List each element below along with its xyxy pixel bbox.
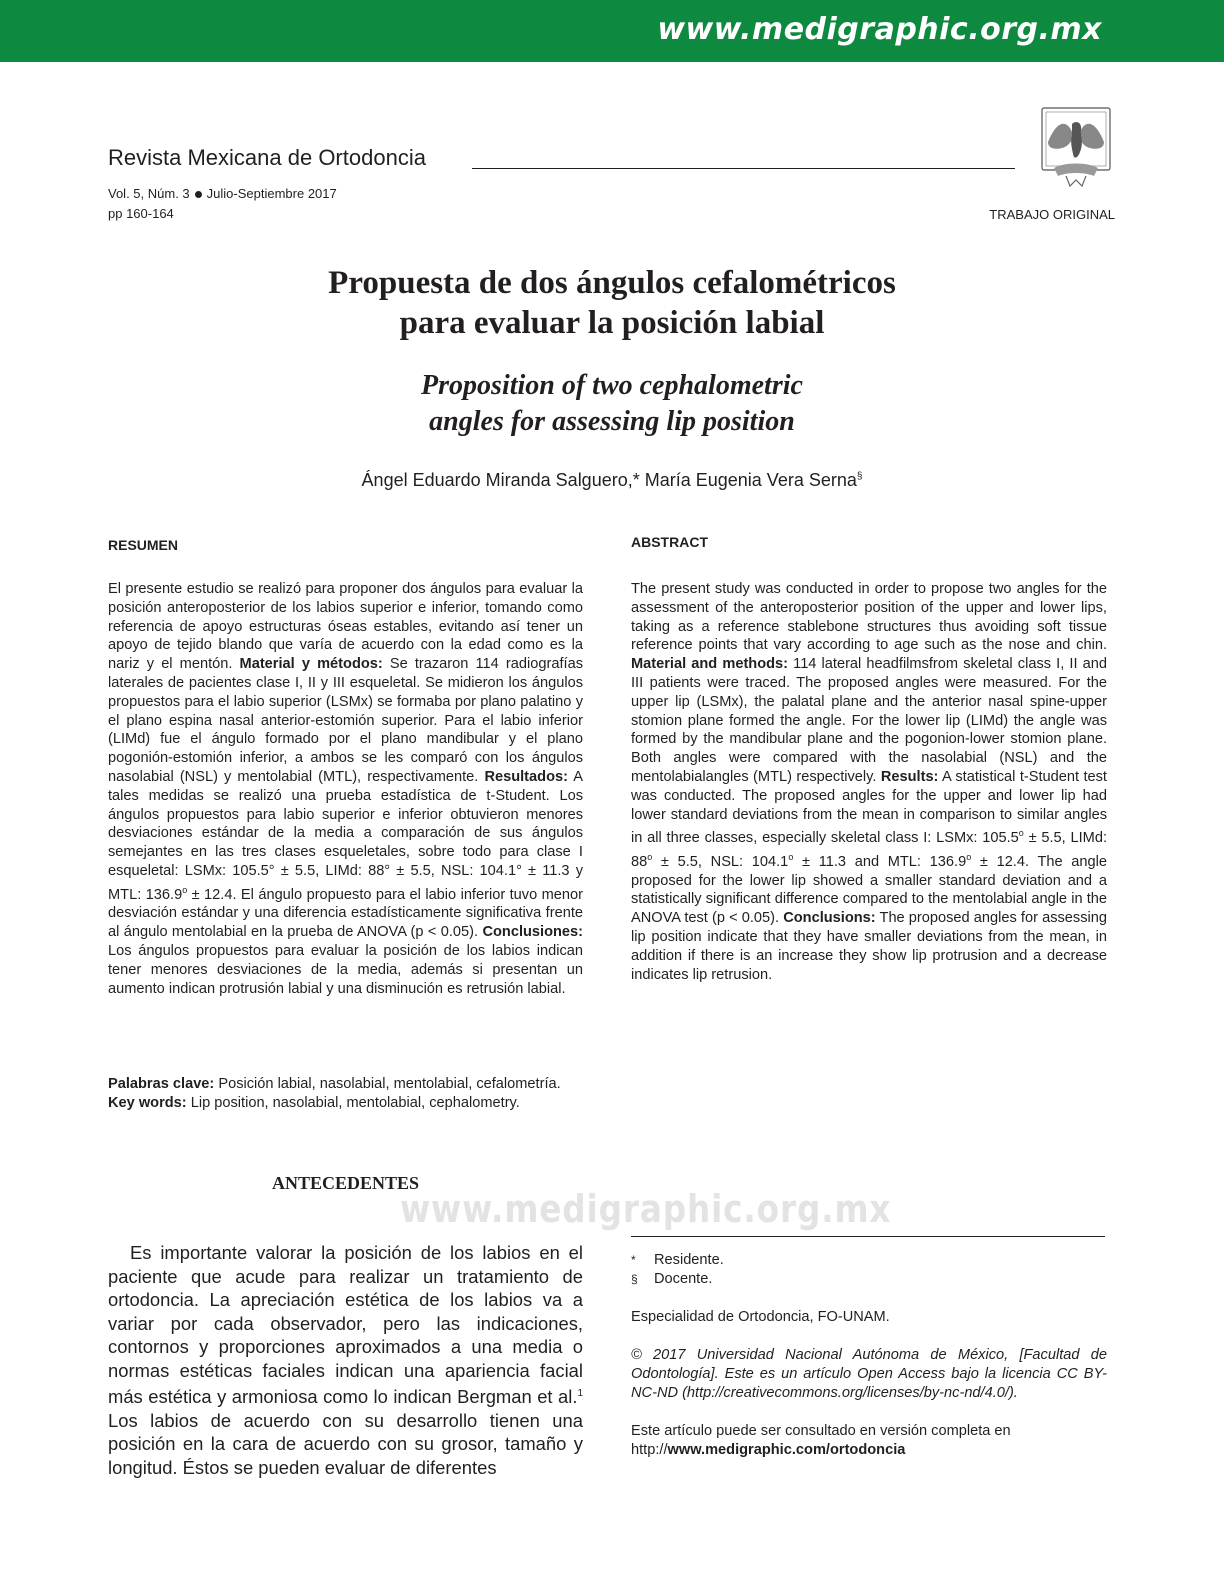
keywords-es-label: Palabras clave: bbox=[108, 1076, 215, 1092]
copyright-notice: © 2017 Universidad Nacional Autónoma de México, [Facultad de Odontología]. Este es un artículo Open Access bajo la licencia CC BY-NC-ND (http://creativecommons.org/licenses/by-nc-nd/4.0/). bbox=[631, 1347, 1107, 1401]
bullet-icon bbox=[195, 191, 202, 198]
antecedentes-text-2: Los labios de acuerdo con su desarrollo tienen una posición en la cara de acuerdo con su grosor, tamaño y longitud. Éstos se pueden evaluar de diferentes bbox=[108, 1409, 583, 1478]
unam-seal-logo bbox=[1036, 102, 1116, 190]
consult-link[interactable] bbox=[631, 1441, 1107, 1460]
footnote-rule bbox=[631, 1236, 1105, 1237]
footnote-text-1: Residente. bbox=[654, 1252, 724, 1268]
volume-line bbox=[108, 186, 337, 201]
resumen-results-label: Resultados: bbox=[484, 768, 568, 785]
author-mark: § bbox=[856, 471, 863, 482]
keywords-block bbox=[108, 1075, 561, 1113]
page-range: pp 160-164 bbox=[108, 206, 174, 221]
abstract-degree-4: o bbox=[966, 852, 972, 863]
abstract-text-4: The proposed angles for assessing lip position indicate that they have smaller deviations from the mean, in addition if there is an increase they show lip protrusion and a decrease indicates lip retrusion. bbox=[631, 910, 1107, 983]
authors-text: Ángel Eduardo Miranda Salguero,* María Eugenia Vera Serna bbox=[361, 470, 857, 490]
period: Julio-Septiembre 2017 bbox=[206, 186, 337, 201]
top-banner bbox=[0, 0, 1224, 62]
abstract-degree-2: o bbox=[647, 852, 653, 863]
consult-url-prefix: http:// bbox=[631, 1441, 668, 1458]
keywords-spanish bbox=[108, 1075, 561, 1094]
affiliation: Especialidad de Ortodoncia, FO-UNAM. bbox=[631, 1309, 890, 1325]
footnote-residente bbox=[631, 1252, 724, 1268]
keywords-en-text: Lip position, nasolabial, mentolabial, cephalometry. bbox=[186, 1094, 520, 1111]
site-url-link[interactable]: www.medigraphic.org.mx bbox=[657, 12, 1102, 47]
watermark: www.medigraphic.org.mx bbox=[400, 1187, 892, 1231]
abstract-text-3: A statistical t-Student test was conducted. The proposed angles for the upper and lower lip had lower standard deviations from the mean in comparison to similar angles in all three classes, especially skeletal class I: LSMx: 105.5 bbox=[631, 768, 1107, 847]
english-title-line2: angles for assessing lip position bbox=[429, 406, 795, 437]
resumen-text-2: Se trazaron 114 radiografías laterales de pacientes clase I, II y III esqueletal. Se midieron los ángulos propuestos para el labio superior (LSMx) se formaba por plano palatino y el plano espina nasal anterior-estomión superior. Para el labio inferior (LIMd) fue el ángulo formado por el plano mandibular y el plano pogonión-estomión inferior, a ambos se les comparó con los ángulos nasolabial (NSL) y mentolabial (MTL), respectivamente. bbox=[108, 656, 583, 785]
spanish-title-line2: para evaluar la posición labial bbox=[399, 305, 825, 341]
abstract-material-label: Material and methods: bbox=[631, 656, 789, 673]
antecedentes-heading: ANTECEDENTES bbox=[271, 1173, 420, 1193]
volume-issue: Vol. 5, Núm. 3 bbox=[108, 186, 190, 201]
footnote-text-2: Docente. bbox=[654, 1271, 713, 1287]
english-title bbox=[112, 368, 1112, 440]
abstract-heading: ABSTRACT bbox=[631, 534, 708, 550]
abstract-text-1: The present study was conducted in order to propose two angles for the assessment of the anteroposterior position of the upper and lower lips, taking as a reference stablebone structures thus avoiding soft tissue reference points that vary according to age such as the nose and chin. bbox=[631, 581, 1107, 654]
resumen-text-1: El presente estudio se realizó para proponer dos ángulos para evaluar la posición anteroposterior de los labios superior e inferior, tomando como referencia de apoyo estructuras óseas estables, evitando así tener un apoyo de tejido blando que varía de acuerdo con la edad como es la nariz y el mentón. bbox=[108, 581, 583, 673]
footnote-mark-2: § bbox=[631, 1272, 638, 1286]
abstract-text-3d: ± 11.3 and MTL: 136.9 bbox=[793, 853, 967, 870]
resumen-text-3b: ± 12.4. El ángulo propuesto para el labio inferior tuvo menor desviación estándar y una diferencia estadísticamente significativa frente al ángulo mentolabial en la prueba de ANOVA (p < 0.05). bbox=[108, 886, 583, 941]
consult-notice bbox=[631, 1422, 1107, 1460]
resumen-material-label: Material y métodos: bbox=[239, 656, 383, 673]
abstract-degree-1: o bbox=[1018, 828, 1024, 839]
spanish-title-line1: Propuesta de dos ángulos cefalométricos bbox=[328, 265, 896, 301]
abstract-text-2: 114 lateral headfilmsfrom skeletal class I, II and III patients were traced. The proposed angles were measured. For the upper lip (LSMx), the palatal plane and the anterior nasal spine-upper stomion plane formed the angle. For the lower lip (LIMd) the angle was formed by the mandibular plane and the pogonion-lower stomion plane. Both angles were compared with the nasolabial (NSL) and the mentolabialangles (MTL) respectively. bbox=[631, 656, 1107, 785]
resumen-heading: RESUMEN bbox=[108, 537, 179, 553]
resumen-conclusions-label: Conclusiones: bbox=[482, 924, 583, 941]
spanish-title bbox=[112, 263, 1112, 343]
abstract-degree-3: o bbox=[788, 852, 794, 863]
english-title-line1: Proposition of two cephalometric bbox=[421, 370, 803, 401]
abstract-body bbox=[631, 580, 1107, 984]
article-type: TRABAJO ORIGINAL bbox=[989, 207, 1115, 222]
antecedentes-body bbox=[108, 1241, 583, 1479]
reference-marker: 1 bbox=[577, 1388, 583, 1399]
abstract-conclusions-label: Conclusions: bbox=[783, 910, 876, 927]
journal-rule bbox=[472, 168, 1015, 169]
resumen-text-3: A tales medidas se realizó una prueba estadística de t-Student. Los ángulos propuestos para labio superior e inferior obtuvieron menores desviaciones estándar de la media a comparación de sus ángulos semejantes en las tres clases esqueletales, sobre todo para clase I esqueletal: LSMx: 105.5° ± 5.5, LIMd: 88° ± 5.5, NSL: 104.1° ± 11.3 y MTL: 136.9 bbox=[108, 768, 583, 903]
resumen-degree: o bbox=[182, 884, 188, 895]
keywords-es-text: Posición labial, nasolabial, mentolabial, cefalometría. bbox=[214, 1076, 561, 1092]
abstract-results-label: Results: bbox=[880, 768, 939, 785]
abstract-text-3e: ± 12.4. The angle proposed for the lower lip showed a smaller standard deviation and a statistically significant difference compared to the mentolabial angle in the ANOVA test (p < 0.05). bbox=[631, 853, 1107, 927]
consult-url[interactable]: www.medigraphic.com/ortodoncia bbox=[667, 1441, 906, 1458]
keywords-en-label: Key words: bbox=[108, 1094, 187, 1111]
keywords-english bbox=[108, 1094, 561, 1113]
author-list bbox=[112, 470, 1112, 491]
resumen-text-4: Los ángulos propuestos para evaluar la posición de los labios indican tener menores desviaciones de la media, además si presentan un aumento indican protrusión labial y una disminución es retrusión labial. bbox=[108, 943, 583, 997]
antecedentes-text-1: Es importante valorar la posición de los labios en el paciente que acude para realizar un tratamiento de ortodoncia. La apreciación estética de los labios va a variar por cada observador, pero las indicaciones, contornos y proporciones aproximados a una media o normas estéticas faciales indican una apariencia facial más estética y armoniosa como lo indican Bergman et al. bbox=[108, 1242, 583, 1408]
footnote-mark-1: * bbox=[631, 1253, 636, 1267]
abstract-text-3c: ± 5.5, NSL: 104.1 bbox=[652, 853, 789, 870]
resumen-body bbox=[108, 580, 583, 998]
consult-text: Este artículo puede ser consultado en versión completa en bbox=[631, 1423, 1011, 1439]
abstract-text-3b: ± 5.5, LIMd: 88 bbox=[631, 830, 1108, 870]
footnote-docente bbox=[631, 1271, 712, 1287]
journal-name: Revista Mexicana de Ortodoncia bbox=[108, 145, 426, 170]
